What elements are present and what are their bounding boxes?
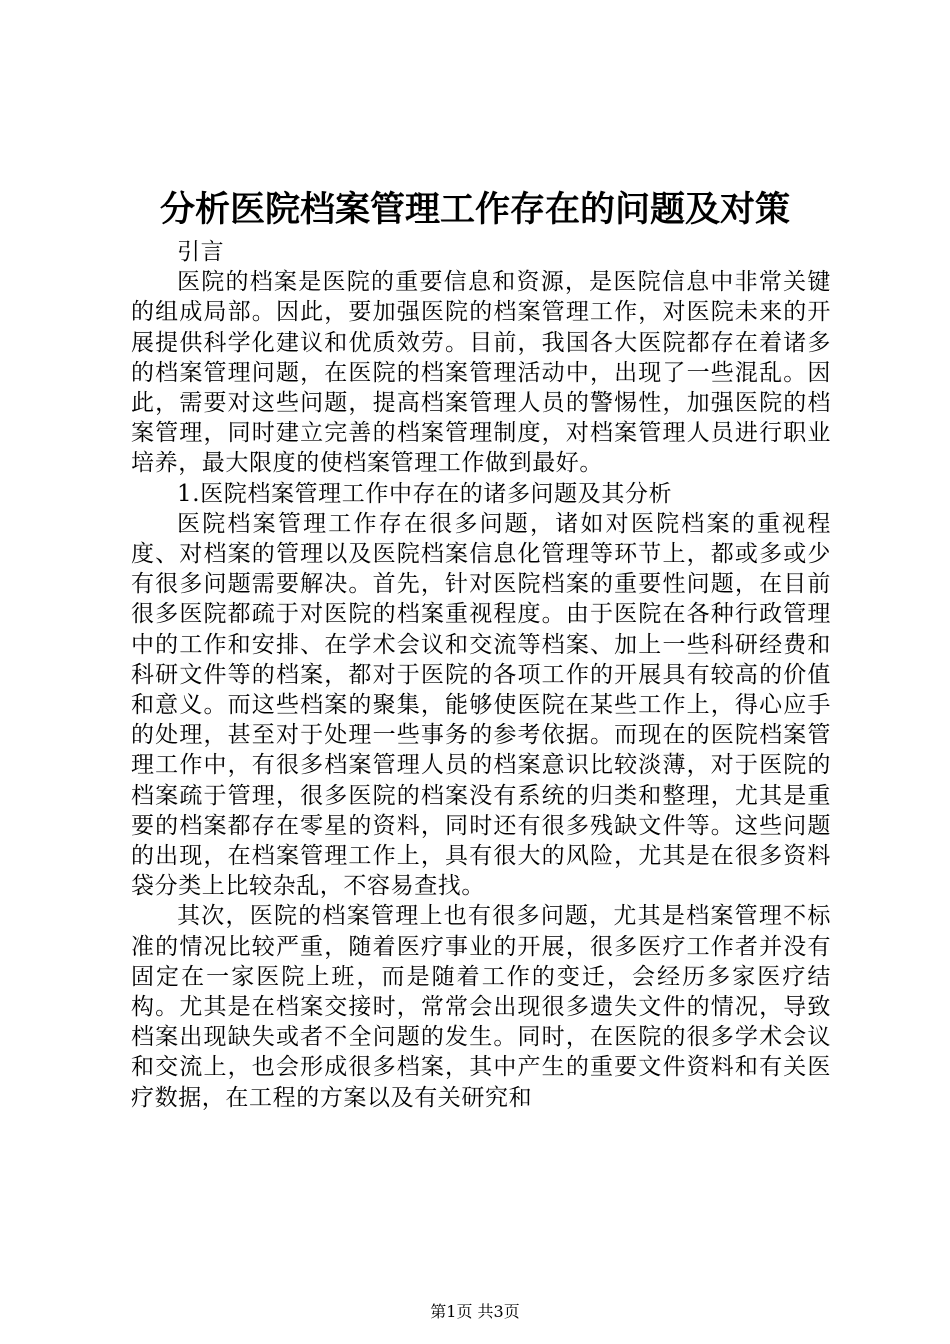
section-heading-1: 1.医院档案管理工作中存在的诸多问题及其分析 xyxy=(177,480,673,507)
document-body xyxy=(131,237,831,1113)
paragraph-section-1: 医院档案管理工作存在很多问题，诸如对医院档案的重视程度、对档案的管理以及医院档案信息化管理等环节上，都或多或少有很多问题需要解决。首先，针对医院档案的重要性问题，在目前很多医院都疏于对医院的档案重视程度。由于医院在各种行政管理中的工作和安排、在学术会议和交流等档案、加上一些科研经费和科研文件等的档案，都对于医院的各项工作的开展具有较高的价值和意义。而这些档案的聚集，能够使医院在某些工作上，得心应手的处理，甚至对于处理一些事务的参考依据。而现在的医院档案管理工作中，有很多档案管理人员的档案意识比较淡薄，对于医院的档案疏于管理，很多医院的档案没有系统的归类和整理，尤其是重要的档案都存在零星的资料，同时还有很多残缺文件等。这些问题的出现，在档案管理工作上，具有很大的风险，尤其是在很多资料袋分类上比较杂乱，不容易查找。 xyxy=(131,510,831,900)
page-footer: 第1页 共3页 xyxy=(430,1302,520,1321)
document-title: 分析医院档案管理工作存在的问题及对策 xyxy=(159,189,790,230)
paragraph-intro: 医院的档案是医院的重要信息和资源，是医院信息中非常关键的组成局部。因此，要加强医院的档案管理工作，对医院未来的开展提供科学化建议和优质效劳。目前，我国各大医院都存在着诸多的档案管理问题，在医院的档案管理活动中，出现了一些混乱。因此，需要对这些问题，提高档案管理人员的警惕性，加强医院的档案管理，同时建立完善的档案管理制度，对档案管理人员进行职业培养，最大限度的使档案管理工作做到最好。 xyxy=(131,269,831,477)
paragraph-section-1-continued: 其次，医院的档案管理上也有很多问题，尤其是档案管理不标准的情况比较严重，随着医疗事业的开展，很多医疗工作者并没有固定在一家医院上班，而是随着工作的变迁，会经历多家医疗结构。尤其是在档案交接时，常常会出现很多遗失文件的情况，导致档案出现缺失或者不全问题的发生。同时，在医院的很多学术会议和交流上，也会形成很多档案，其中产生的重要文件资料和有关医疗数据，在工程的方案以及有关研究和 xyxy=(131,903,831,1111)
paragraph-intro-heading: 引言 xyxy=(177,239,225,265)
